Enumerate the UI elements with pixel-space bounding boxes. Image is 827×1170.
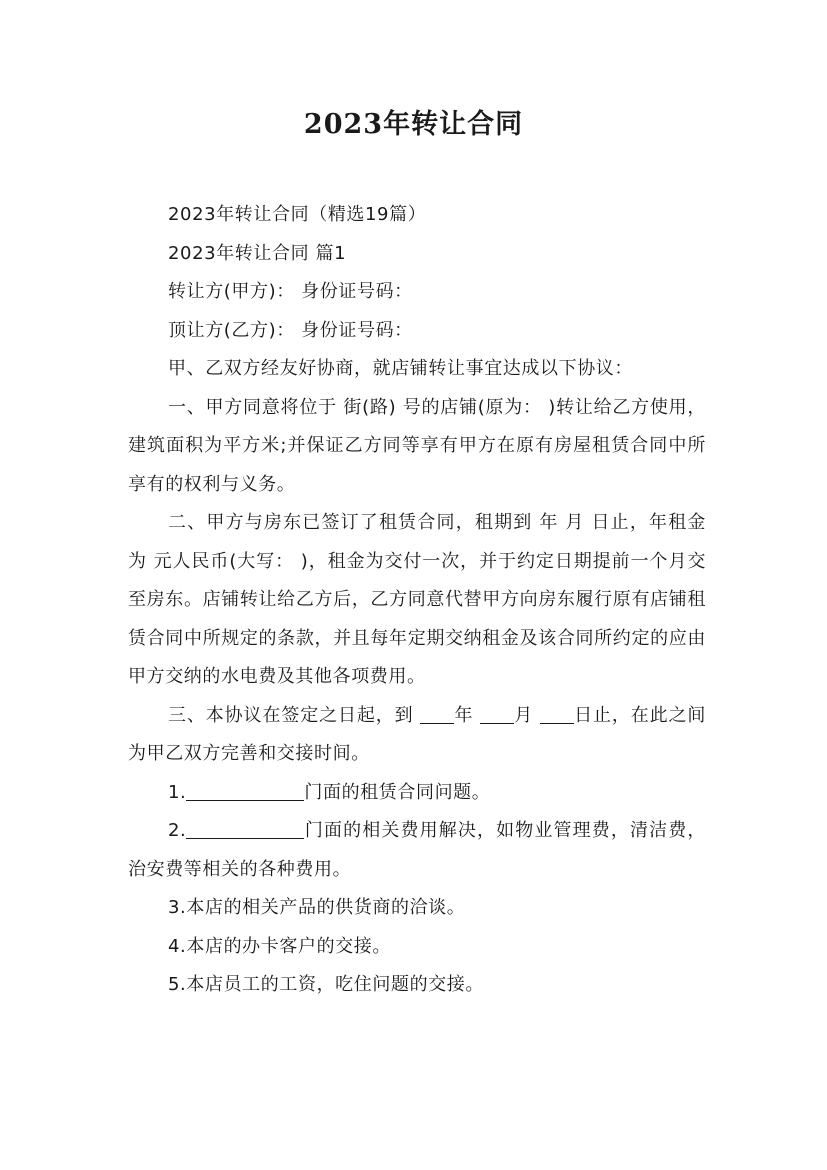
- clause-3-text-b: 年: [454, 704, 480, 726]
- item-1-blank: [186, 778, 304, 801]
- item-3-paragraph: 3.本店的相关产品的供货商的洽谈。: [168, 897, 466, 918]
- item-2-blank: [186, 816, 304, 839]
- item-2-text: 门面的相关费用解决，如物业管理费，清洁费，治安费等相关的各种费用。: [128, 820, 706, 880]
- item-2-paragraph: [128, 812, 706, 889]
- section-heading: 2023年转让合同 篇1: [168, 242, 347, 264]
- clause-3-paragraph: [128, 697, 706, 774]
- clause-1-paragraph: 一、甲方同意将位于 街(路) 号的店铺(原为： )转让给乙方使用，建筑面积为平方米;并保证乙方同等享有甲方在原有房屋租赁合同中所享有的权利与义务。: [128, 396, 706, 495]
- intro-paragraph: 甲、乙双方经友好协商，就店铺转让事宜达成以下协议：: [168, 358, 633, 379]
- subtitle-paragraph: 2023年转让合同（精选19篇）: [168, 204, 427, 225]
- clause-3-text-c: 月: [513, 704, 540, 726]
- clause-3-text-d: 日止，在此之间为甲乙双方完善和交接时间。: [128, 704, 707, 764]
- year-blank: [420, 701, 454, 724]
- item-1-prefix: 1.: [168, 781, 187, 803]
- transferee-line: 顶让方(乙方)： 身份证号码：: [168, 319, 413, 341]
- month-blank: [480, 701, 514, 724]
- clause-3-text-a: 三、本协议在签定之日起，到: [168, 704, 421, 726]
- clause-2-paragraph: 二、甲方与房东已签订了租赁合同，租期到 年 月 日止，年租金为 元人民币(大写： )，租金为交付一次，并于约定日期提前一个月交至房东。店铺转让给乙方后，乙方同意代替甲方向房东履行原有店铺租赁合同中所规定的条款，并且每年定期交纳租金及该合同所约定的应由甲方交纳的水电费及其他各项费用。: [128, 512, 706, 687]
- item-4-paragraph: 4.本店的办卡客户的交接。: [168, 935, 391, 957]
- document-body: [128, 196, 706, 1005]
- document-title: 2023年转让合同: [303, 109, 524, 140]
- item-2-prefix: 2.: [168, 820, 187, 841]
- transferor-line: 转让方(甲方)： 身份证号码：: [168, 281, 413, 302]
- day-blank: [540, 701, 574, 724]
- item-1-paragraph: [128, 774, 706, 813]
- item-1-text: 门面的租赁合同问题。: [304, 781, 491, 803]
- item-5-paragraph: 5.本店员工的工资，吃住问题的交接。: [168, 974, 484, 995]
